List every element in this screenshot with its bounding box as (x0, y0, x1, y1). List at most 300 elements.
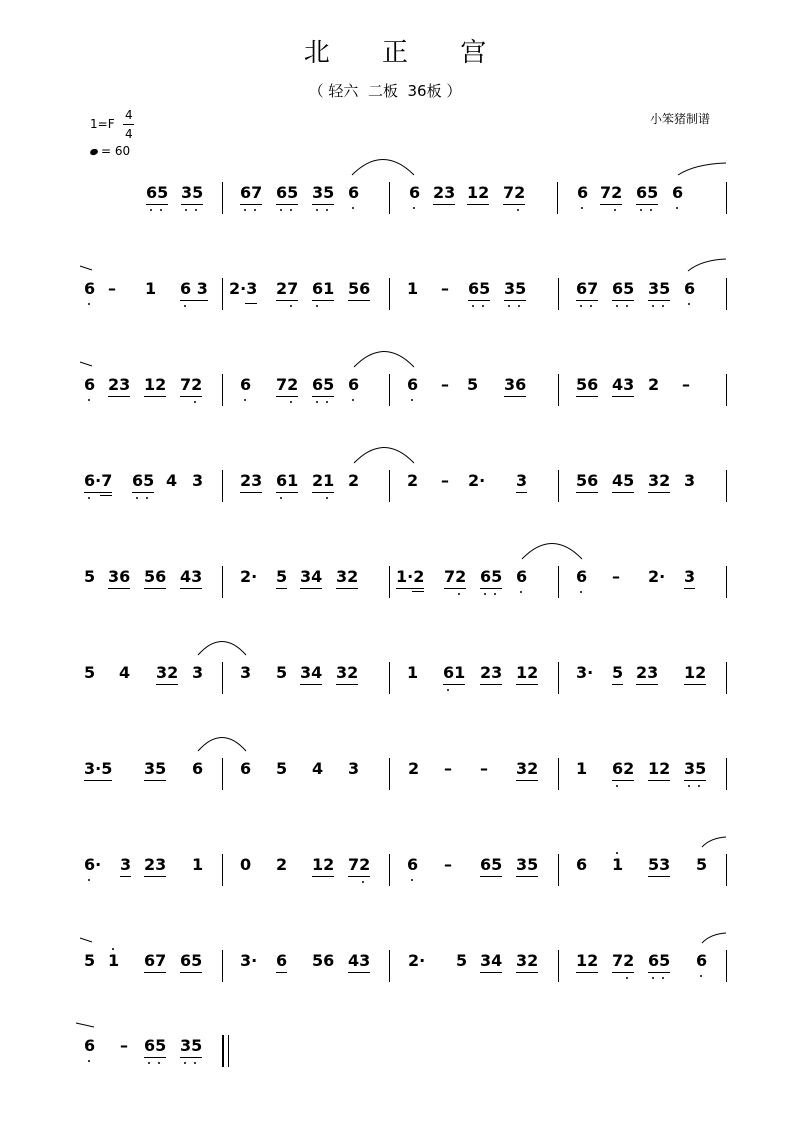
upper-octave-dot (616, 852, 618, 854)
note-group: 35 (648, 279, 671, 298)
note-group: – (480, 759, 488, 778)
note-group: 6 (576, 567, 588, 586)
lower-octave-dot (688, 785, 690, 787)
note-group: 6 (577, 183, 589, 202)
underline-beam (276, 492, 298, 493)
lower-octave-dot (88, 497, 90, 499)
underline-beam (108, 588, 130, 589)
lower-octave-dot (316, 401, 318, 403)
barline (222, 854, 223, 886)
lower-octave-dot (185, 209, 187, 211)
underline-beam (516, 876, 538, 877)
note-group: 3 (120, 855, 132, 874)
lower-octave-dot (581, 207, 583, 209)
underline-beam (144, 876, 166, 877)
note-group: 5 (276, 567, 288, 586)
note-group: 3 (684, 567, 696, 586)
note-group: 2· (648, 567, 666, 586)
note-group: 56 (312, 951, 335, 970)
transcriber-credit: 小笨猪制谱 (650, 112, 711, 126)
score-subtitle: （ 轻六 二板 36板 ） (308, 82, 462, 100)
note-group: 32 (648, 471, 671, 490)
note-group: 56 (576, 375, 599, 394)
barline (222, 182, 223, 214)
barline (726, 566, 727, 598)
time-signature-numerator: 4 (125, 108, 133, 122)
underline-beam (636, 684, 658, 685)
note-group: 3· (576, 663, 594, 682)
lower-octave-dot (650, 209, 652, 211)
barline (222, 950, 223, 982)
underline-beam (480, 684, 502, 685)
lower-octave-dot (316, 305, 318, 307)
note-group: 6 (407, 375, 419, 394)
underline-beam (648, 876, 670, 877)
underline-beam (120, 876, 131, 877)
underline-beam (144, 588, 166, 589)
note-group: 35 (312, 183, 335, 202)
lower-octave-dot (484, 593, 486, 595)
upper-octave-dot (112, 948, 114, 950)
note-group: 2 (348, 471, 360, 490)
underline-beam (576, 492, 598, 493)
score-line (0, 1035, 790, 1131)
note-group: 1 (145, 279, 157, 298)
underline-beam (300, 684, 322, 685)
underline-beam (396, 588, 424, 589)
underline-beam (684, 780, 706, 781)
note-group: 2 (408, 759, 420, 778)
double-underline-beam (412, 591, 425, 592)
note-group: 23 (108, 375, 131, 394)
double-underline-beam (100, 495, 113, 496)
score-line (0, 854, 790, 950)
slur-mark (198, 640, 246, 656)
note-group: 53 (648, 855, 671, 874)
underline-beam (503, 204, 525, 205)
slur-mark (80, 264, 92, 272)
note-group: 6 (84, 279, 96, 298)
underline-beam (612, 780, 634, 781)
underline-beam (576, 396, 598, 397)
note-group: 61 (312, 279, 335, 298)
barline (726, 758, 727, 790)
note-group: 1 (407, 663, 419, 682)
note-group: 5 (84, 567, 96, 586)
slur-mark (80, 936, 92, 944)
note-group: 5 (84, 663, 96, 682)
note-group: 5 (612, 663, 624, 682)
tempo-marking (90, 144, 130, 158)
underline-beam (516, 780, 538, 781)
underline-beam (146, 204, 168, 205)
note-group: 56 (576, 471, 599, 490)
note-group: 3·5 (84, 759, 113, 778)
note-group: 6 (84, 1036, 96, 1055)
note-group: 5 (276, 663, 288, 682)
note-group: – (444, 855, 452, 874)
lower-octave-dot (676, 207, 678, 209)
barline (222, 566, 223, 598)
barline (389, 470, 390, 502)
note-group: 65 (648, 951, 671, 970)
score-line (0, 758, 790, 854)
note-group: 1 (108, 951, 120, 970)
barline (726, 470, 727, 502)
note-group: 2·3 (229, 279, 258, 298)
note-group: 2 (276, 855, 288, 874)
note-group: 3 (684, 471, 696, 490)
underline-beam (348, 876, 370, 877)
note-group: 65 (636, 183, 659, 202)
barline (389, 374, 390, 406)
underline-beam (684, 684, 706, 685)
barline (389, 182, 390, 214)
slur-mark (352, 158, 414, 176)
underline-beam (612, 492, 634, 493)
score-line (0, 182, 790, 278)
note-group: 36 (108, 567, 131, 586)
underline-beam (648, 780, 670, 781)
lower-octave-dot (411, 879, 413, 881)
note-group: 4 (119, 663, 131, 682)
underline-beam (480, 588, 502, 589)
underline-beam (240, 492, 262, 493)
double-underline-beam (245, 303, 258, 304)
note-group: 34 (300, 663, 323, 682)
note-group: 27 (276, 279, 299, 298)
underline-beam (240, 204, 262, 205)
underline-beam (336, 684, 358, 685)
lower-octave-dot (700, 975, 702, 977)
underline-beam (516, 972, 538, 973)
note-group: 65 (132, 471, 155, 490)
note-group: 67 (576, 279, 599, 298)
underline-beam (600, 204, 622, 205)
barline (558, 758, 559, 790)
lower-octave-dot (614, 209, 616, 211)
lower-octave-dot (616, 785, 618, 787)
lower-octave-dot (472, 305, 474, 307)
note-group: 56 (144, 567, 167, 586)
note-group: 65 (612, 279, 635, 298)
note-group: 2· (240, 567, 258, 586)
slur-mark (198, 736, 246, 752)
score-line (0, 950, 790, 1046)
note-group: 6 (672, 183, 684, 202)
note-group: – (120, 1036, 128, 1055)
note-group: 35 (516, 855, 539, 874)
lower-octave-dot (458, 593, 460, 595)
note-group: 6 (348, 183, 360, 202)
underline-beam (348, 972, 370, 973)
note-group: 12 (684, 663, 707, 682)
lower-octave-dot (652, 977, 654, 979)
score-line (0, 470, 790, 566)
lower-octave-dot (508, 305, 510, 307)
note-group: 23 (636, 663, 659, 682)
underline-beam (612, 972, 634, 973)
score-title: 北 正 宫 (303, 38, 509, 68)
note-group: 23 (480, 663, 503, 682)
lower-octave-dot (688, 303, 690, 305)
note-group: 65 (144, 1036, 167, 1055)
slur-mark (76, 1021, 94, 1029)
barline (726, 854, 727, 886)
note-group: 6·7 (84, 471, 113, 490)
underline-beam (648, 300, 670, 301)
underline-beam (648, 492, 670, 493)
underline-beam (144, 1057, 166, 1058)
barline (726, 662, 727, 694)
underline-beam (612, 396, 634, 397)
note-group: 1 (407, 279, 419, 298)
note-group: 5 (467, 375, 479, 394)
underline-beam (612, 300, 634, 301)
note-group: 5 (456, 951, 468, 970)
note-group: 6 (192, 759, 204, 778)
note-group: – (441, 279, 449, 298)
note-group: 36 (504, 375, 527, 394)
barline (726, 182, 727, 214)
lower-octave-dot (520, 591, 522, 593)
note-group: 35 (180, 1036, 203, 1055)
lower-octave-dot (195, 209, 197, 211)
lower-octave-dot (244, 399, 246, 401)
lower-octave-dot (244, 209, 246, 211)
underline-beam (576, 972, 598, 973)
barline (389, 854, 390, 886)
note-group: 72 (348, 855, 371, 874)
lower-octave-dot (698, 785, 700, 787)
barline (222, 662, 223, 694)
barline (389, 662, 390, 694)
underline-beam (180, 972, 202, 973)
underline-beam (312, 492, 334, 493)
lower-octave-dot (160, 209, 162, 211)
note-group: 6 (84, 375, 96, 394)
underline-beam (504, 300, 526, 301)
note-group: 72 (276, 375, 299, 394)
final-barline (222, 1035, 224, 1067)
lower-octave-dot (184, 1062, 186, 1064)
lower-octave-dot (352, 207, 354, 209)
lower-octave-dot (590, 305, 592, 307)
note-group: 3· (240, 951, 258, 970)
lower-octave-dot (494, 593, 496, 595)
tempo-value: = 60 (101, 144, 131, 158)
underline-beam (181, 204, 203, 205)
note-group: 12 (516, 663, 539, 682)
lower-octave-dot (194, 1062, 196, 1064)
note-group: 3 (240, 663, 252, 682)
quarter-note-icon (89, 147, 99, 155)
slur-mark (702, 932, 726, 944)
underline-beam (276, 972, 287, 973)
underline-beam (433, 204, 455, 205)
underline-beam (312, 204, 334, 205)
lower-octave-dot (447, 689, 449, 691)
note-group: 23 (144, 855, 167, 874)
underline-beam (504, 396, 526, 397)
barline (222, 374, 223, 406)
underline-beam (144, 780, 166, 781)
note-group: 1 (612, 855, 624, 874)
note-group: 2 (407, 471, 419, 490)
note-group: – (612, 567, 620, 586)
barline (558, 566, 559, 598)
underline-beam (443, 684, 465, 685)
note-group: 6 (407, 855, 419, 874)
note-group: 43 (612, 375, 635, 394)
lower-octave-dot (517, 209, 519, 211)
underline-beam (156, 684, 178, 685)
note-group: 2· (408, 951, 426, 970)
note-group: 6 (516, 567, 528, 586)
note-group: 5 (84, 951, 96, 970)
note-group: 65 (276, 183, 299, 202)
note-group: 34 (300, 567, 323, 586)
underline-beam (180, 1057, 202, 1058)
barline (558, 950, 559, 982)
note-group: 72 (503, 183, 526, 202)
underline-beam (684, 588, 695, 589)
lower-octave-dot (580, 305, 582, 307)
underline-beam (516, 492, 527, 493)
note-group: 32 (336, 567, 359, 586)
underline-beam (576, 300, 598, 301)
underline-beam (276, 300, 298, 301)
lower-octave-dot (88, 303, 90, 305)
note-group: 2 (648, 375, 660, 394)
underline-beam (636, 204, 658, 205)
lower-octave-dot (280, 209, 282, 211)
lower-octave-dot (88, 399, 90, 401)
note-group: 5 (276, 759, 288, 778)
barline (558, 662, 559, 694)
barline (389, 278, 390, 310)
lower-octave-dot (662, 977, 664, 979)
underline-beam (180, 588, 202, 589)
underline-beam (312, 396, 334, 397)
lower-octave-dot (316, 209, 318, 211)
barline (726, 374, 727, 406)
lower-octave-dot (662, 305, 664, 307)
note-group: 3 (192, 663, 204, 682)
lower-octave-dot (280, 497, 282, 499)
barline (222, 278, 223, 310)
lower-octave-dot (326, 497, 328, 499)
underline-beam (84, 780, 112, 781)
note-group: 6 (348, 375, 360, 394)
note-group: 2· (468, 471, 486, 490)
note-group: 6· (84, 855, 102, 874)
lower-octave-dot (640, 209, 642, 211)
note-group: – (444, 759, 452, 778)
note-group: 3 (516, 471, 528, 490)
lower-octave-dot (580, 591, 582, 593)
note-group: 6 (240, 759, 252, 778)
note-group: 35 (504, 279, 527, 298)
note-group: 62 (612, 759, 635, 778)
lower-octave-dot (290, 401, 292, 403)
note-group: 3 (192, 471, 204, 490)
lower-octave-dot (482, 305, 484, 307)
lower-octave-dot (326, 401, 328, 403)
note-group: 32 (516, 759, 539, 778)
note-group: 21 (312, 471, 335, 490)
underline-beam (276, 204, 298, 205)
note-group: 72 (444, 567, 467, 586)
lower-octave-dot (136, 497, 138, 499)
lower-octave-dot (362, 881, 364, 883)
time-signature-line (123, 124, 134, 125)
barline (726, 278, 727, 310)
underline-beam (348, 300, 370, 301)
slur-mark (354, 350, 414, 368)
note-group: – (682, 375, 690, 394)
note-group: 32 (336, 663, 359, 682)
final-barline-thin (228, 1035, 229, 1067)
underline-beam (180, 396, 202, 397)
note-group: 45 (612, 471, 635, 490)
underline-beam (444, 588, 466, 589)
note-group: 1·2 (396, 567, 425, 586)
slur-mark (702, 836, 726, 848)
slur-mark (522, 542, 582, 560)
note-group: 5 (696, 855, 708, 874)
note-group: 32 (156, 663, 179, 682)
score-line (0, 566, 790, 662)
note-group: – (441, 375, 449, 394)
note-group: 61 (443, 663, 466, 682)
note-group: 65 (480, 567, 503, 586)
barline (389, 758, 390, 790)
underline-beam (180, 300, 208, 301)
lower-octave-dot (626, 977, 628, 979)
barline (558, 854, 559, 886)
note-group: 23 (433, 183, 456, 202)
note-group: 67 (144, 951, 167, 970)
barline (389, 566, 390, 598)
barline (558, 470, 559, 502)
note-group: 43 (180, 567, 203, 586)
lower-octave-dot (88, 1060, 90, 1062)
note-group: 65 (468, 279, 491, 298)
note-group: 6 (684, 279, 696, 298)
note-group: – (108, 279, 116, 298)
key-signature: 1=F (90, 117, 115, 131)
underline-beam (300, 588, 322, 589)
lower-octave-dot (626, 305, 628, 307)
lower-octave-dot (290, 305, 292, 307)
underline-beam (276, 396, 298, 397)
note-group: 65 (146, 183, 169, 202)
underline-beam (144, 972, 166, 973)
underline-beam (648, 972, 670, 973)
note-group: 35 (684, 759, 707, 778)
underline-beam (467, 204, 489, 205)
note-group: 12 (648, 759, 671, 778)
note-group: 72 (180, 375, 203, 394)
note-group: 12 (576, 951, 599, 970)
note-group: 6 (576, 855, 588, 874)
lower-octave-dot (150, 209, 152, 211)
lower-octave-dot (413, 207, 415, 209)
note-group: 4 (166, 471, 178, 490)
barline (222, 470, 223, 502)
lower-octave-dot (352, 399, 354, 401)
